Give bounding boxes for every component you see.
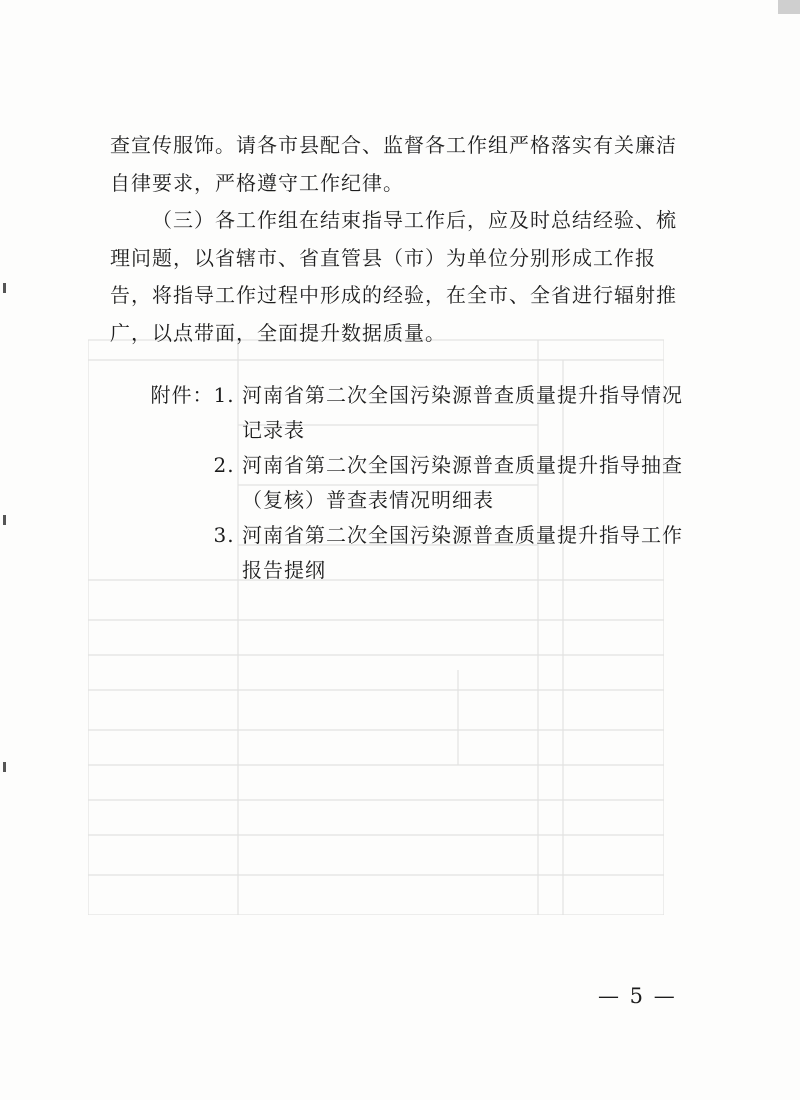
body-paragraph-2: （三）各工作组在结束指导工作后，应及时总结经验、梳理问题，以省辖市、省直管县（市）为单位分别形成工作报告，将指导工作过程中形成的经验，在全市、全省进行辐射推广，以点带面，全面提升数据质量。 (110, 208, 677, 345)
attachment-title: 河南省第二次全国污染源普查质量提升指导工作报告提纲 (242, 523, 683, 582)
attachment-item-1 (110, 378, 690, 448)
body-paragraph-1: 查宣传服饰。请各市县配合、监督各工作组严格落实有关廉洁自律要求，严格遵守工作纪律。 (110, 133, 677, 195)
attachment-lead (110, 448, 242, 483)
attachment-title: 河南省第二次全国污染源普查质量提升指导情况记录表 (242, 383, 683, 442)
scan-edge-mark (778, 0, 800, 14)
attachment-lead (110, 518, 242, 553)
attachment-number: 3. (213, 523, 235, 547)
binding-hole-mark (3, 515, 6, 525)
attachment-number: 1. (213, 383, 235, 407)
attachment-number: 2. (213, 453, 235, 477)
attachments-label: 附件： (150, 383, 214, 407)
page-number: — 5 — (598, 984, 677, 1008)
attachment-item-3 (110, 518, 690, 588)
attachment-title: 河南省第二次全国污染源普查质量提升指导抽查（复核）普查表情况明细表 (242, 453, 683, 512)
binding-hole-mark (3, 283, 6, 293)
binding-hole-mark (3, 762, 6, 772)
attachment-lead (110, 378, 242, 413)
attachment-item-2 (110, 448, 690, 518)
